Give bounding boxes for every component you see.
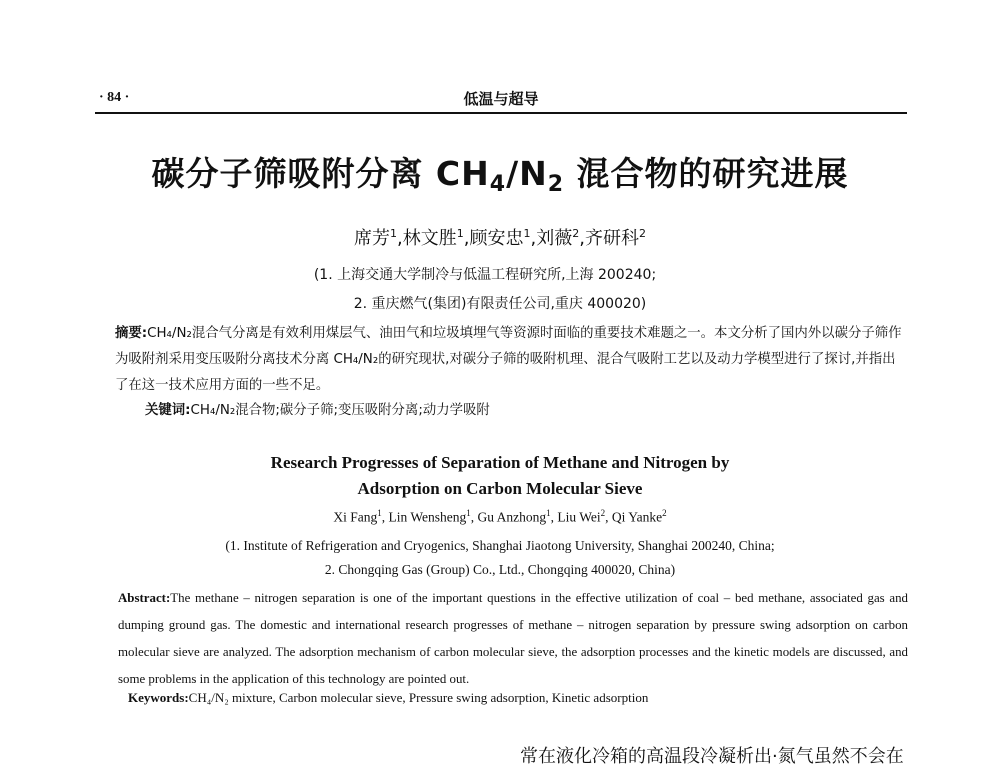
- author-en-mark: 2: [600, 508, 606, 518]
- affiliation-en-2: 2. Chongqing Gas (Group) Co., Ltd., Chongqing 400020, China): [324, 562, 676, 577]
- keywords-cn-label: 关键词:: [145, 403, 191, 418]
- author-en: Qi Yanke: [611, 509, 663, 525]
- author-en: Gu Anzhong: [477, 509, 547, 525]
- keywords-en-label: Keywords:: [128, 690, 189, 705]
- affiliation-cn-1: (1. 上海交通大学制冷与低温工程研究所,上海 200240;: [313, 267, 657, 283]
- author-cn-mark: 2: [638, 227, 646, 240]
- abstract-en-label: Abstract:: [118, 591, 171, 605]
- title-english-line-2: Adsorption on Carbon Molecular Sieve: [357, 479, 643, 498]
- header-rule: [95, 112, 907, 114]
- abstract-en-text: The methane – nitrogen separation is one of the important questions in the effective utilization of coal – bed methane, associated gas and dumping ground gas. The domestic and international research progresses of methane – nitrogen separation by pressure swing adsorption on carbon molecular sieve are analyzed. The adsorption mechanism of carbon molecular sieve, the adsorption processes and the kinetic models are discussed, and some problems in the application of this technology are pointed out.: [118, 591, 908, 686]
- author-en: Xi Fang: [333, 509, 378, 525]
- author-cn-mark: 1: [390, 227, 398, 240]
- author-cn: 刘薇: [536, 228, 573, 249]
- author-cn: 席芳: [354, 228, 391, 249]
- authors-english: Xi Fang$^1$, Lin Wensheng$^1$, Gu Anzhong$^1$, Liu Wei$^2$, Qi Yanke$^2$: [333, 508, 667, 525]
- title-cn-subscript-4: 4: [489, 172, 507, 197]
- author-cn: 齐研科: [584, 228, 639, 249]
- abstract-chinese: [115, 321, 905, 399]
- title-cn-part3: 混合物的研究进展: [564, 154, 849, 193]
- author-en: Liu Wei: [557, 509, 601, 525]
- author-cn-mark: 2: [572, 227, 580, 240]
- author-en: Lin Wensheng: [388, 509, 467, 525]
- author-en-mark: 1: [377, 508, 382, 518]
- author-en-mark: 1: [546, 508, 551, 518]
- author-cn-mark: 1: [456, 227, 464, 240]
- keywords-english: [128, 690, 648, 706]
- affiliation-cn-2: 2. 重庆燃气(集团)有限责任公司,重庆 400020): [353, 296, 647, 312]
- keywords-cn-text: CH₄/N₂混合物;碳分子筛;变压吸附分离;动力学吸附: [190, 403, 490, 418]
- journal-name: 低温与超导: [463, 90, 539, 108]
- title-cn-subscript-2: 2: [547, 172, 565, 197]
- running-header: [95, 82, 907, 112]
- authors-chinese: 席芳$^1$,林文胜$^1$,顾安忠$^1$,刘薇$^2$,齐研科$^2$: [354, 227, 646, 249]
- author-cn: 林文胜: [402, 228, 457, 249]
- author-en-mark: 1: [466, 508, 471, 518]
- title-cn-part2: /N: [506, 154, 548, 193]
- title-cn-part1: 碳分子筛吸附分离 CH: [151, 154, 490, 193]
- author-cn: 顾安忠: [469, 228, 524, 249]
- abstract-english: [118, 585, 908, 693]
- abstract-cn-text: CH₄/N₂混合气分离是有效利用煤层气、油田气和垃圾填埋气等资源时面临的重要技术难题之一。本文分析了国内外以碳分子筛作为吸附剂采用变压吸附分离技术分离 CH₄/N₂的研究现状,对碳分子筛的吸附机理、混合气吸附工艺以及动力学模型进行了探讨,并指出了在这一技术应用方面的一些不足。: [115, 326, 902, 393]
- title-english-line-1: Research Progresses of Separation of Methane and Nitrogen by: [270, 453, 730, 472]
- abstract-cn-label: 摘要:: [115, 326, 148, 341]
- author-cn-mark: 1: [523, 227, 531, 240]
- body-text-cut-off: 常在液化冷箱的高温段冷凝析出·氮气虽然不会在: [520, 746, 904, 767]
- author-en-mark: 2: [662, 508, 667, 518]
- page-number: · 84 ·: [99, 90, 130, 105]
- title-chinese: [0, 148, 1000, 197]
- affiliation-en-1: (1. Institute of Refrigeration and Cryogenics, Shanghai Jiaotong University, Shanghai 200240, China;: [225, 538, 775, 553]
- keywords-en-text: CH₄/N₂ mixture, Carbon molecular sieve, Pressure swing adsorption, Kinetic adsorption: [188, 690, 649, 705]
- keywords-chinese: [145, 399, 490, 418]
